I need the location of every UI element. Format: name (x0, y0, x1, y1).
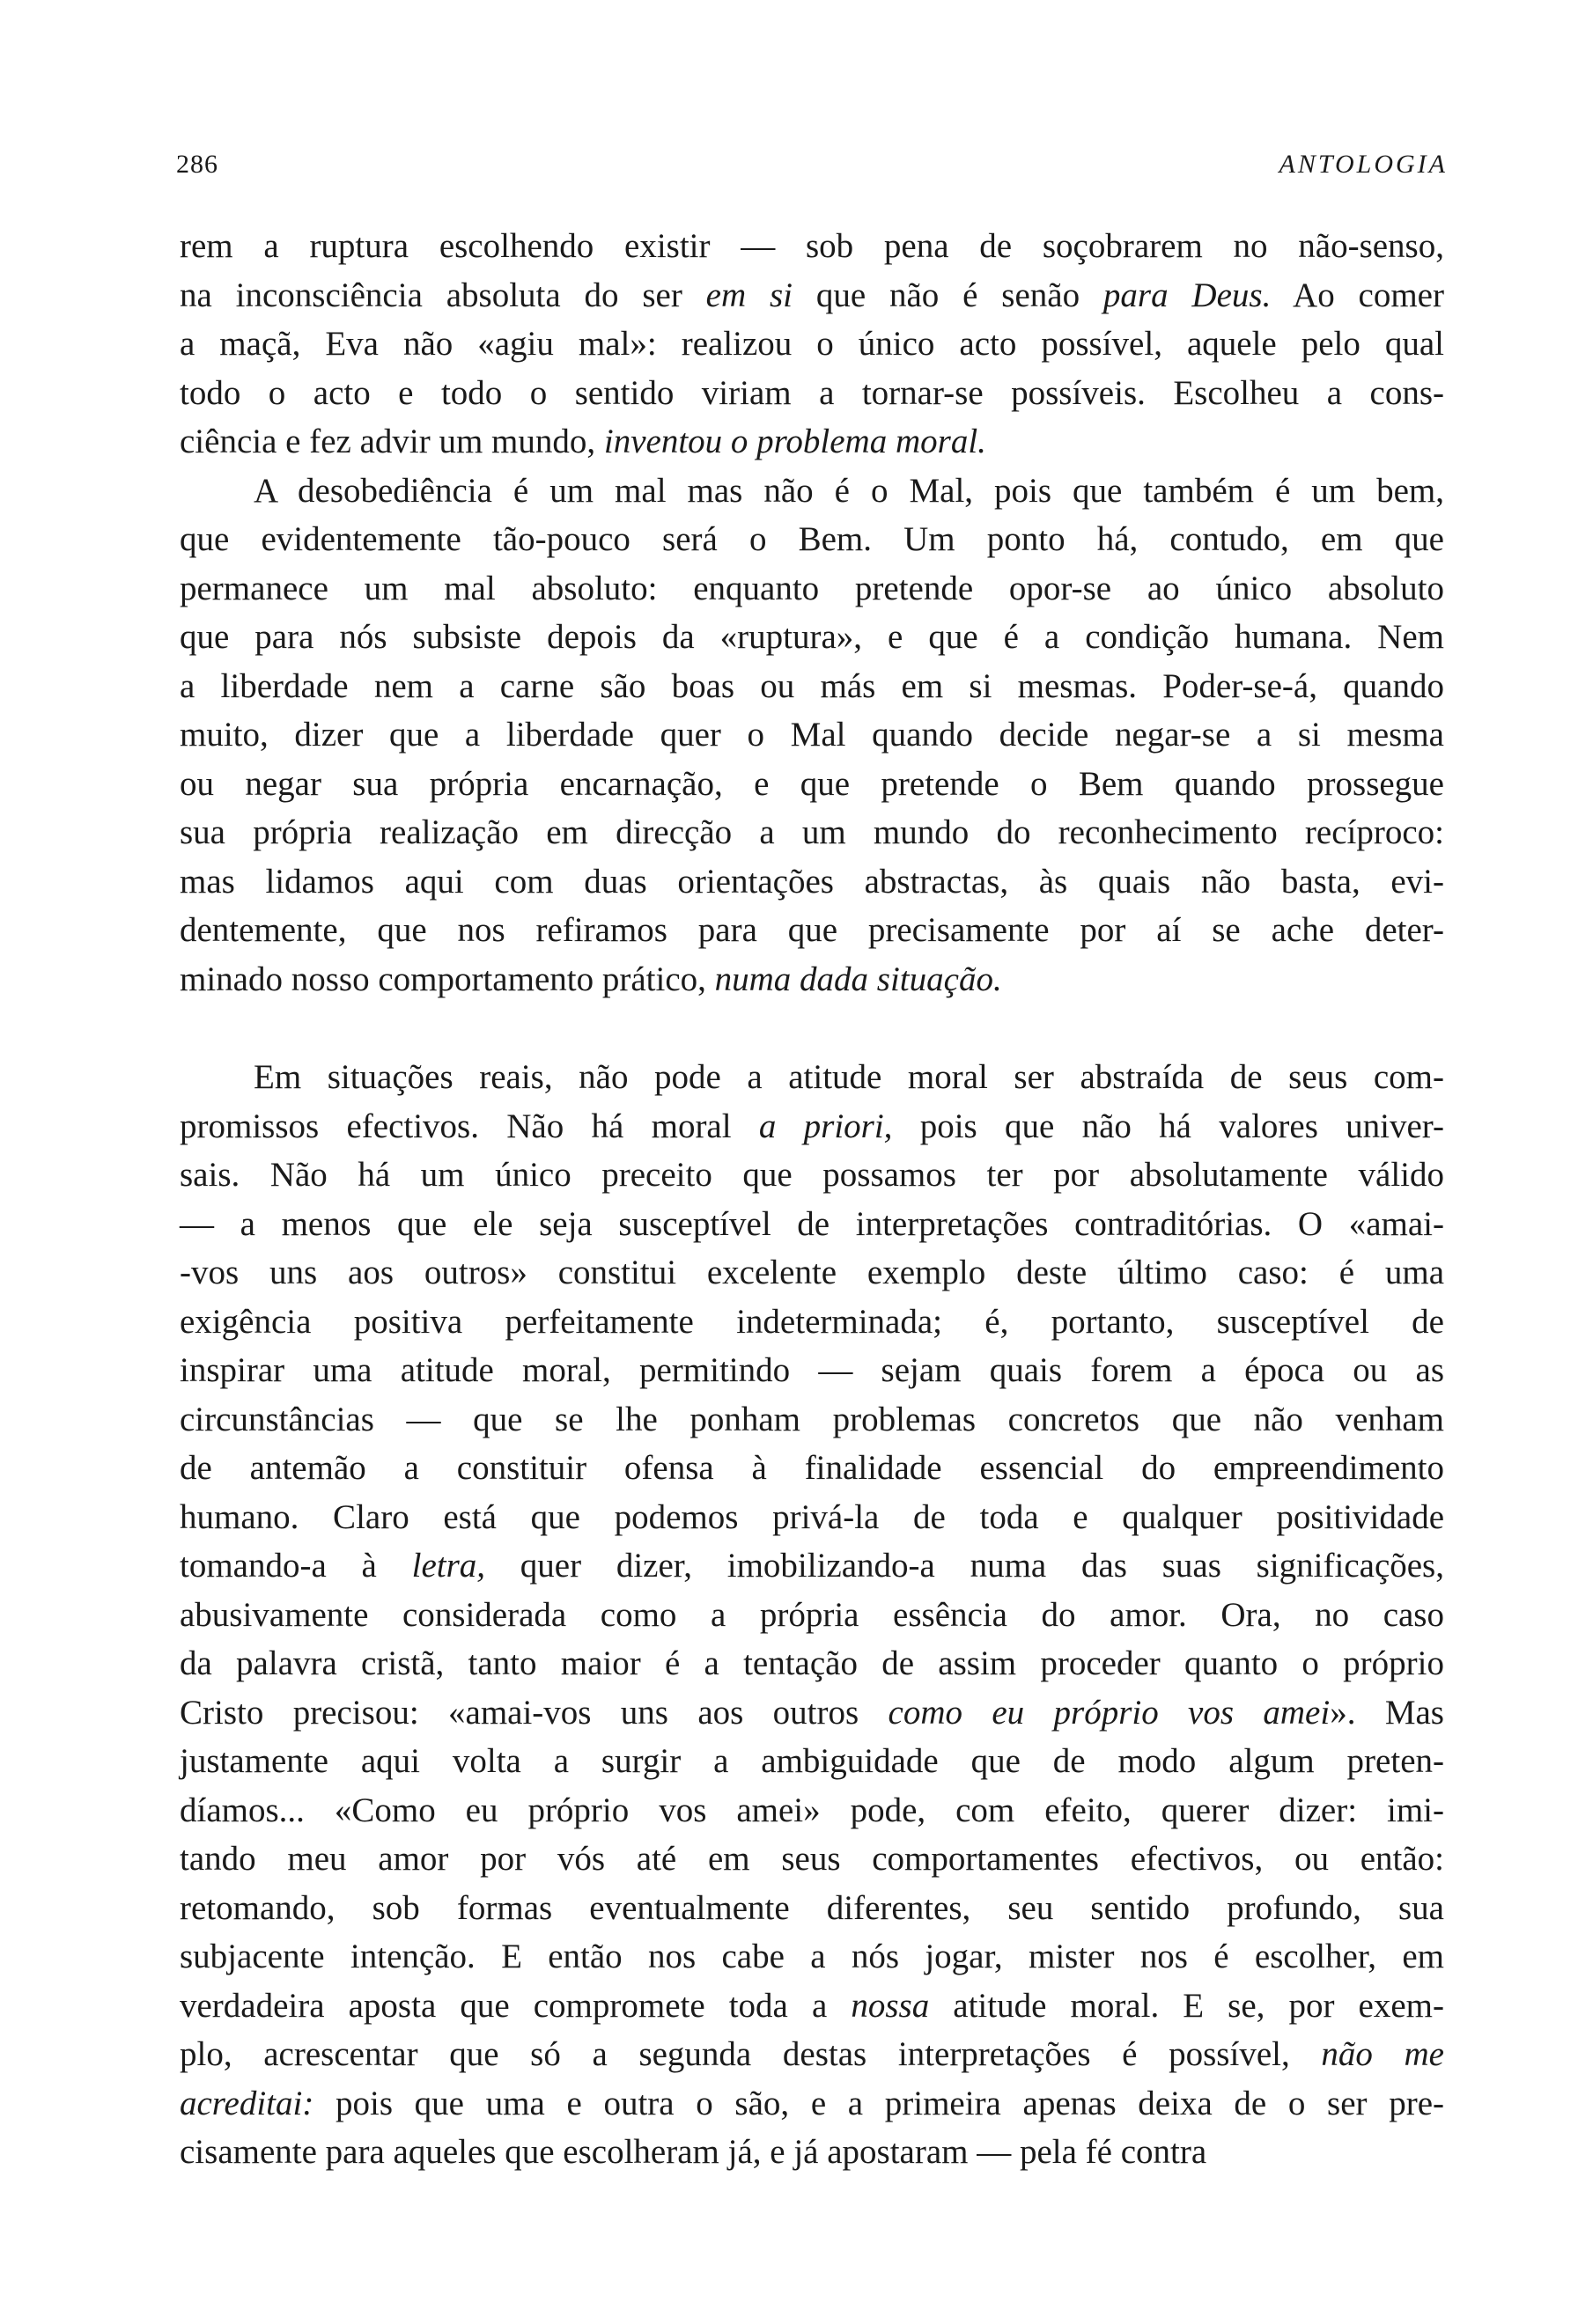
text-line (180, 1982, 1444, 2031)
italic-text: nossa (851, 1986, 930, 2025)
text-run: A desobediência é um mal mas não é o Mal, pois que também é um bem, (254, 471, 1444, 510)
page-number: 286 (176, 150, 218, 179)
text-run: verdadeira aposta que compromete toda a (180, 1986, 852, 2025)
text-line (180, 857, 1444, 907)
text-line (180, 1835, 1444, 1884)
italic-text: não me (1321, 2035, 1444, 2073)
text-run: retomando, sob formas eventualmente diferentes, seu sentido profundo, sua (180, 1888, 1444, 1927)
italic-text: para Deus. (1102, 276, 1272, 314)
italic-text: como eu próprio vos amei (888, 1693, 1331, 1732)
text-line (180, 515, 1444, 564)
text-run: -vos uns aos outros» constitui excelente exemplo deste último caso: é uma (180, 1254, 1444, 1291)
text-line (180, 1200, 1444, 1249)
text-run: inspirar uma atitude moral, permitindo — sejam quais forem a época ou as (180, 1351, 1444, 1389)
text-run: cisamente para aqueles que escolheram já, e já apostaram — pela fé contra (180, 2133, 1207, 2171)
paragraph-gap (180, 1004, 1444, 1053)
text-line (180, 369, 1444, 418)
text-run: muito, dizer que a liberdade quer o Mal quando decide negar-se a si mesma (180, 716, 1444, 754)
text-line (180, 760, 1444, 809)
text-line (180, 2128, 1444, 2177)
italic-text: letra, (411, 1547, 486, 1585)
text-run: díamos... «Como eu próprio vos amei» pode, com efeito, querer dizer: imi- (180, 1791, 1444, 1829)
body-text (180, 222, 1444, 2177)
text-line (180, 1884, 1444, 1933)
text-line (180, 613, 1444, 662)
italic-text: em si (705, 276, 793, 314)
text-run: — a menos que ele seja susceptível de interpretações contraditórias. O «amai- (180, 1204, 1444, 1243)
text-run: Cristo precisou: «amai-vos uns aos outros (180, 1693, 889, 1732)
text-run: Em situações reais, não pode a atitude moral ser abstraída de seus com- (254, 1058, 1444, 1096)
text-line (180, 1298, 1444, 1347)
text-run: que para nós subsiste depois da «ruptura», e que é a condição humana. Nem (180, 618, 1444, 656)
text-line (180, 1541, 1444, 1591)
italic-text: acreditai: (180, 2084, 314, 2122)
text-line (180, 1737, 1444, 1786)
text-line (180, 467, 1444, 516)
text-line (180, 1932, 1444, 1982)
text-run: dentemente, que nos refiramos para que precisamente por aí se ache deter- (180, 911, 1444, 949)
text-line (180, 1151, 1444, 1200)
text-run: minado nosso comportamento prático, (180, 960, 715, 998)
text-line (180, 1053, 1444, 1102)
text-run: pois que uma e outra o são, e a primeira apenas deixa de o ser pre- (313, 2084, 1444, 2122)
text-line (180, 2030, 1444, 2079)
text-line (180, 417, 1444, 467)
text-run: ou negar sua própria encarnação, e que pretende o Bem quando prossegue (180, 764, 1444, 803)
text-line (180, 1395, 1444, 1445)
text-run: sais. Não há um único preceito que possamos ter por absolutamente válido (180, 1156, 1444, 1194)
text-run: que não é senão (793, 276, 1103, 314)
text-line (180, 906, 1444, 955)
text-run: tomando-a à (180, 1547, 412, 1585)
text-run: exigência positiva perfeitamente indeterminada; é, portanto, susceptível de (180, 1302, 1444, 1341)
text-run: humano. Claro está que podemos privá-la de toda e qualquer positividade (180, 1497, 1444, 1536)
text-line (180, 2079, 1444, 2129)
text-run: tando meu amor por vós até em seus comportamentes efectivos, ou então: (180, 1840, 1444, 1878)
text-line (180, 662, 1444, 711)
text-run: pois que não há valores univer- (892, 1107, 1444, 1145)
text-run: de antemão a constituir ofensa à finalidade essencial do empreendimento (180, 1449, 1444, 1487)
text-line (180, 1591, 1444, 1640)
text-run: ciência e fez advir um mundo, (180, 423, 604, 460)
text-run: ». Mas (1330, 1693, 1444, 1732)
text-line (180, 1493, 1444, 1542)
text-run: da palavra cristã, tanto maior é a tentação de assim proceder quanto o próprio (180, 1644, 1444, 1682)
text-run: na inconsciência absoluta do ser (180, 276, 706, 314)
text-run: quer dizer, imobilizando-a numa das suas significações, (485, 1547, 1444, 1585)
text-run: rem a ruptura escolhendo existir — sob pena de soçobrarem no não-senso, (180, 227, 1444, 265)
text-run: circunstâncias — que se lhe ponham problemas concretos que não venham (180, 1400, 1444, 1438)
text-line (180, 564, 1444, 614)
text-run: sua própria realização em direcção a um mundo do reconhecimento recíproco: (180, 813, 1444, 851)
text-run: abusivamente considerada como a própria essência do amor. Ora, no caso (180, 1595, 1444, 1634)
text-line (180, 808, 1444, 857)
text-run: plo, acrescentar que só a segunda destas interpretações é possível, (180, 2035, 1322, 2073)
text-run: todo o acto e todo o sentido viriam a tornar-se possíveis. Escolheu a cons- (180, 373, 1444, 412)
text-run: promissos efectivos. Não há moral (180, 1107, 759, 1145)
text-run: que evidentemente tão-pouco será o Bem. Um ponto há, contudo, em que (180, 520, 1444, 558)
italic-text: a priori, (758, 1107, 893, 1145)
text-line (180, 1786, 1444, 1835)
text-line (180, 271, 1444, 320)
text-run: justamente aqui volta a surgir a ambiguidade que de modo algum preten- (180, 1742, 1444, 1780)
text-run: atitude moral. E se, por exem- (929, 1986, 1444, 2025)
text-line (180, 1346, 1444, 1395)
paragraph (180, 222, 1444, 467)
text-line (180, 1688, 1444, 1738)
text-line (180, 320, 1444, 369)
text-line (180, 710, 1444, 760)
text-run: mas lidamos aqui com duas orientações abstractas, às quais não basta, evi- (180, 862, 1444, 901)
text-run: permanece um mal absoluto: enquanto pretende opor-se ao único absoluto (180, 569, 1444, 607)
text-line (180, 1639, 1444, 1688)
paragraph (180, 1053, 1444, 2177)
text-run: a liberdade nem a carne são boas ou más em si mesmas. Poder-se-á, quando (180, 666, 1444, 705)
page-header (176, 150, 1448, 180)
text-run: subjacente intenção. E então nos cabe a nós jogar, mister nos é escolher, em (180, 1938, 1444, 1975)
paragraph (180, 467, 1444, 1004)
text-line (180, 1248, 1444, 1298)
italic-text: numa dada situação. (714, 960, 1002, 998)
text-line (180, 1444, 1444, 1493)
text-line (180, 222, 1444, 271)
text-run: a maçã, Eva não «agiu mal»: realizou o único acto possível, aquele pelo qual (180, 325, 1444, 363)
text-line (180, 955, 1444, 1004)
text-line (180, 1102, 1444, 1151)
text-run: Ao comer (1271, 276, 1444, 314)
italic-text: inventou o problema moral. (603, 423, 986, 460)
running-title: ANTOLOGIA (1279, 150, 1448, 179)
